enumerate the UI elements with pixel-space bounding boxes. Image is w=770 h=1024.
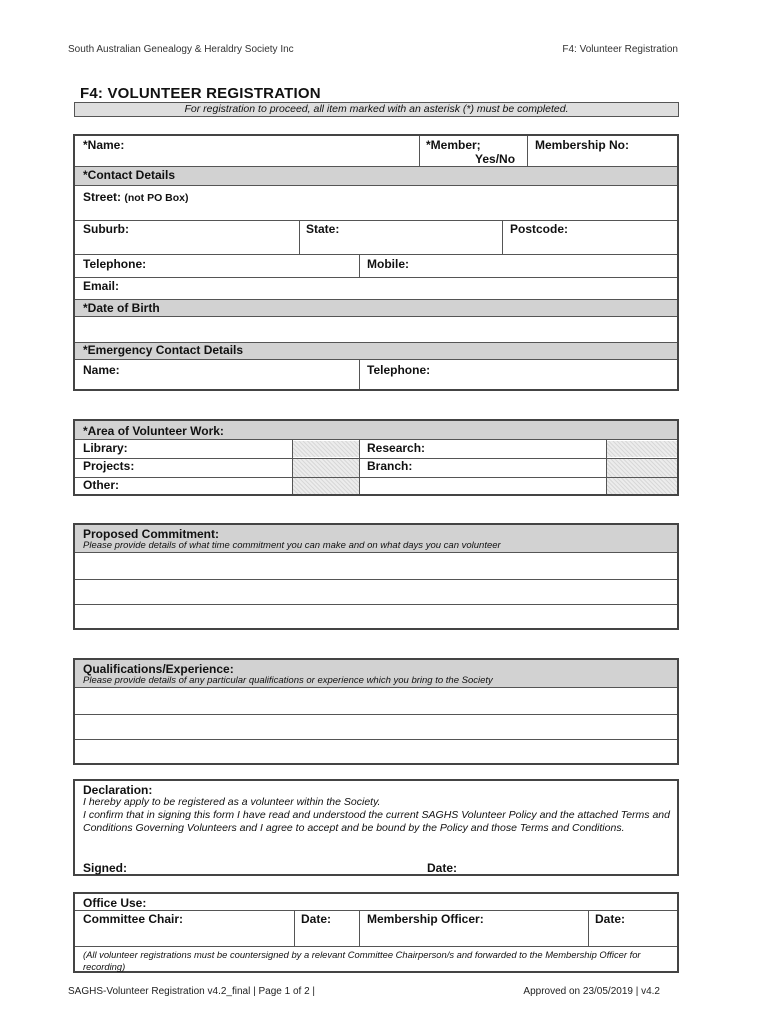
telephone-label: Telephone: (83, 257, 147, 271)
emergency-telephone-label: Telephone: (367, 363, 431, 377)
volunteer-area-section (73, 419, 679, 496)
research-checkbox[interactable] (607, 441, 677, 457)
office-use-heading: Office Use: (83, 896, 147, 910)
emergency-heading: *Emergency Contact Details (83, 343, 244, 357)
projects-checkbox[interactable] (293, 459, 359, 477)
state-label: State: (306, 222, 340, 236)
footer-left: SAGHS-Volunteer Registration v4.2_final | Page 1 of 2 | (68, 986, 316, 997)
signed-label: Signed: (83, 861, 127, 875)
library-label: Library: (83, 441, 128, 455)
commitment-line-1[interactable] (75, 553, 677, 579)
declaration-date-label: Date: (427, 861, 458, 875)
office-date-2-label: Date: (595, 912, 626, 926)
instruction-bar: For registration to proceed, all item marked with an asterisk (*) must be completed. (74, 102, 679, 117)
street-label: Street: (not PO Box) (83, 190, 189, 204)
volunteer-area-heading: *Area of Volunteer Work: (83, 424, 224, 438)
office-use-note: (All volunteer registrations must be countersigned by a relevant Committee Chairperson/s and forwarded to the Membership Officer for recording) (83, 949, 641, 972)
header-org: South Australian Genealogy & Heraldry Society Inc (68, 44, 294, 55)
email-label: Email: (83, 279, 120, 293)
declaration-line-2: I confirm that in signing this form I have read and understood the current SAGHS Volunteer Policy and the attached Terms and Conditions Governing Volunteers and I agree to accept and be bound by the Policy and those Terms and Conditions. (83, 809, 670, 834)
office-use-section (73, 892, 679, 973)
header-form-ref: F4: Volunteer Registration (562, 44, 678, 55)
declaration-date-field[interactable] (467, 857, 667, 875)
postcode-label: Postcode: (510, 222, 569, 236)
qualifications-line-2[interactable] (75, 714, 677, 739)
contact-details-heading: *Contact Details (83, 168, 176, 182)
footer-right: Approved on 23/05/2019 | v4.2 (523, 986, 660, 997)
other-label: Other: (83, 478, 119, 492)
qualifications-section (73, 658, 679, 765)
qualifications-line-3[interactable] (75, 739, 677, 763)
dob-heading: *Date of Birth (83, 301, 160, 315)
mobile-label: Mobile: (367, 257, 409, 271)
membership-no-label: Membership No: (535, 138, 630, 152)
declaration-section (73, 779, 679, 876)
branch-checkbox[interactable] (607, 459, 677, 477)
emergency-name-label: Name: (83, 363, 120, 377)
commitment-section (73, 523, 679, 630)
personal-details-section (73, 134, 679, 391)
member-label: *Member; (426, 138, 481, 152)
membership-officer-label: Membership Officer: (367, 912, 484, 926)
qualifications-line-1[interactable] (75, 688, 677, 714)
dob-field[interactable] (75, 317, 677, 342)
other-checkbox[interactable] (293, 478, 359, 494)
qualifications-note: Please provide details of any particular qualifications or experience which you bring to the Society (83, 675, 493, 686)
suburb-label: Suburb: (83, 222, 129, 236)
other-extra-checkbox[interactable] (607, 478, 677, 494)
library-checkbox[interactable] (293, 441, 359, 457)
research-label: Research: (367, 441, 426, 455)
declaration-heading: Declaration: (83, 783, 153, 797)
name-label: *Name: (83, 138, 125, 152)
signature-field[interactable] (135, 857, 415, 875)
form-title: F4: VOLUNTEER REGISTRATION (80, 85, 321, 102)
projects-label: Projects: (83, 459, 135, 473)
qualifications-heading: Qualifications/Experience: (83, 662, 234, 676)
dob-heading-bar (75, 299, 677, 317)
name-field[interactable] (75, 136, 419, 166)
commitment-line-2[interactable] (75, 579, 677, 604)
member-yes-no[interactable]: Yes/No (475, 152, 516, 166)
office-date-1-label: Date: (301, 912, 332, 926)
commitment-note: Please provide details of what time commitment you can make and on what days you can volunteer (83, 540, 501, 551)
street-note: (not PO Box) (124, 192, 189, 204)
commitment-line-3[interactable] (75, 604, 677, 628)
committee-chair-label: Committee Chair: (83, 912, 184, 926)
declaration-line-1: I hereby apply to be registered as a volunteer within the Society. (83, 796, 381, 808)
branch-label: Branch: (367, 459, 413, 473)
commitment-heading: Proposed Commitment: (83, 527, 220, 541)
